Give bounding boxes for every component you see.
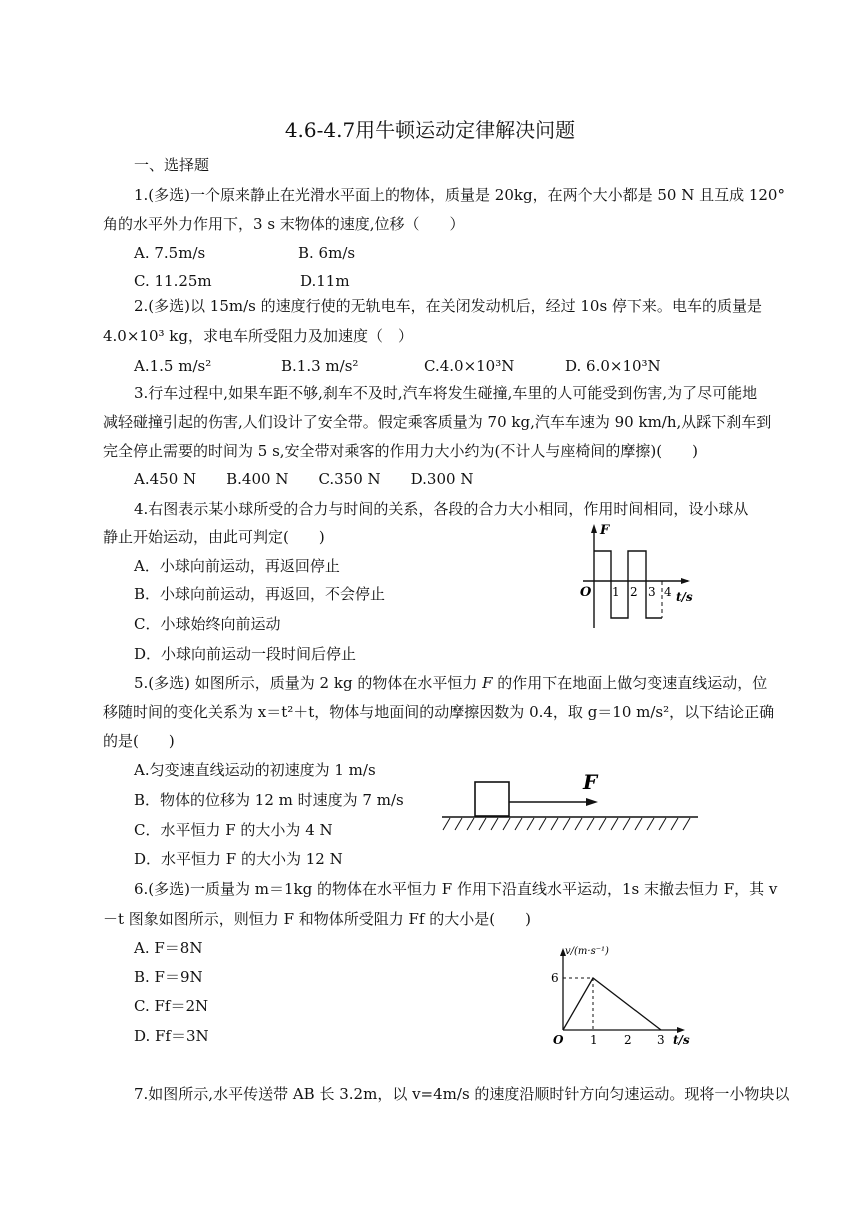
q3-line2: 减轻碰撞引起的伤害,人们设计了安全带。假定乘客质量为 70 kg,汽车车速为 90 km/h,从踩下刹车到 xyxy=(103,413,772,431)
x-tick-1: 1 xyxy=(590,1033,598,1047)
velocity-line xyxy=(563,978,661,1030)
origin-label: O xyxy=(553,1033,564,1047)
q5-line1-text-b: 的作用下在地面上做匀变速直线运动，位 xyxy=(492,674,768,692)
q1-line1: 1.(多选)一个原来静止在光滑水平面上的物体，质量是 20kg，在两个大小都是 50 N 且互成 120° xyxy=(134,186,785,204)
q2-option-c[interactable]: C.4.0×10³N xyxy=(424,357,515,375)
velocity-time-graph xyxy=(545,940,705,1048)
q5-line3: 的是( ) xyxy=(103,732,175,750)
q1-option-b[interactable]: B. 6m/s xyxy=(298,244,356,262)
block xyxy=(475,782,509,816)
q5-option-c[interactable]: C．水平恒力 F 的大小为 4 N xyxy=(134,821,333,839)
q4-line1: 4.右图表示某小球所受的合力与时间的关系，各段的合力大小相同，作用时间相同，设小球从 xyxy=(134,500,749,518)
q5-line2: 移随时间的变化关系为 x＝t²＋t，物体与地面间的动摩擦因数为 0.4，取 g＝10 m/s²，以下结论正确 xyxy=(103,703,775,721)
q1-option-d[interactable]: D.11m xyxy=(300,272,350,290)
q6-line2: －t 图象如图所示，则恒力 F 和物体所受阻力 Ff 的大小是( ) xyxy=(103,910,531,928)
tick-2: 2 xyxy=(630,585,638,599)
q5-option-b[interactable]: B．物体的位移为 12 m 时速度为 7 m/s xyxy=(134,791,404,809)
q5-option-d[interactable]: D．水平恒力 F 的大小为 12 N xyxy=(134,850,343,868)
q5-line1 xyxy=(134,673,767,693)
q1-option-c[interactable]: C. 11.25m xyxy=(134,272,212,290)
q6-line1: 6.(多选)一质量为 m＝1kg 的物体在水平恒力 F 作用下沿直线水平运动，1s 末撤去恒力 F，其 v xyxy=(134,880,778,898)
q6-option-b[interactable]: B. F＝9N xyxy=(134,968,203,986)
section-heading: 一、选择题 xyxy=(134,156,210,174)
q2-line1: 2.(多选)以 15m/s 的速度行使的无轨电车，在关闭发动机后，经过 10s 停下来。电车的质量是 xyxy=(134,297,762,315)
q6-option-c[interactable]: C. Ff＝2N xyxy=(134,997,209,1015)
q3-line3: 完全停止需要的时间为 5 s,安全带对乘客的作用力大小约为(不计人与座椅间的摩擦)( ) xyxy=(103,442,698,460)
y-axis-label: F xyxy=(600,523,610,538)
x-axis-label: t/s xyxy=(676,590,693,604)
q3-line1: 3.行车过程中,如果车距不够,刹车不及时,汽车将发生碰撞,车里的人可能受到伤害,为了尽可能地 xyxy=(134,384,758,402)
q2-option-b[interactable]: B.1.3 m/s² xyxy=(281,357,359,375)
q1-option-a[interactable]: A. 7.5m/s xyxy=(134,244,206,262)
tick-1: 1 xyxy=(612,585,620,599)
y-tick-6: 6 xyxy=(551,971,559,985)
force-arrow-head xyxy=(586,798,598,806)
q2-option-d[interactable]: D. 6.0×10³N xyxy=(565,357,661,375)
q4-option-c[interactable]: C．小球始终向前运动 xyxy=(134,615,281,633)
q5-line1-text-a: 5.(多选) 如图所示，质量为 2 kg 的物体在水平恒力 xyxy=(134,674,483,692)
q5-option-a[interactable]: A.匀变速直线运动的初速度为 1 m/s xyxy=(134,761,376,779)
tick-3: 3 xyxy=(648,585,656,599)
block-force-figure xyxy=(440,765,702,835)
origin-label: O xyxy=(580,585,592,600)
x-axis-label: t/s xyxy=(673,1033,690,1047)
y-axis-label: v/(m·s⁻¹) xyxy=(565,946,609,957)
q5-line1-force: F xyxy=(482,674,493,692)
y-axis-arrow xyxy=(591,524,597,533)
q6-option-a[interactable]: A. F＝8N xyxy=(134,939,203,957)
force-time-graph xyxy=(578,518,698,633)
q7-line1: 7.如图所示,水平传送带 AB 长 3.2m，以 v=4m/s 的速度沿顺时针方向匀速运动。现将一小物块以 xyxy=(134,1085,790,1103)
q1-line2: 角的水平外力作用下，3 s 末物体的速度,位移（ ） xyxy=(103,215,465,233)
tick-4: 4 xyxy=(664,585,672,599)
q2-line2: 4.0×10³ kg，求电车所受阻力及加速度（ ） xyxy=(103,327,413,345)
q4-option-d[interactable]: D．小球向前运动一段时间后停止 xyxy=(134,645,357,663)
q4-option-a[interactable]: A．小球向前运动，再返回停止 xyxy=(134,557,340,575)
x-axis-arrow xyxy=(681,578,690,584)
page-title: 4.6-4.7用牛顿运动定律解决问题 xyxy=(284,118,576,142)
ground-hatching xyxy=(443,818,690,830)
x-tick-2: 2 xyxy=(624,1033,632,1047)
q2-option-a[interactable]: A.1.5 m/s² xyxy=(134,357,212,375)
x-tick-3: 3 xyxy=(657,1033,665,1047)
q3-options[interactable]: A.450 N B.400 N C.350 N D.300 N xyxy=(134,470,474,488)
q4-option-b[interactable]: B．小球向前运动，再返回，不会停止 xyxy=(134,585,386,603)
q6-option-d[interactable]: D. Ff＝3N xyxy=(134,1027,209,1045)
force-label: F xyxy=(583,770,598,794)
q4-line2: 静止开始运动，由此可判定( ) xyxy=(103,528,325,546)
